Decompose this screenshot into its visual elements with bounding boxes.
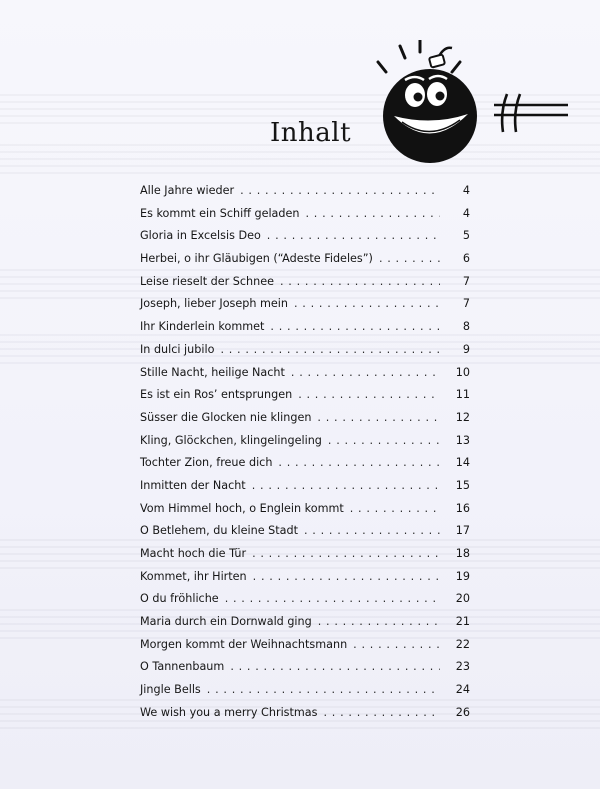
toc-entry-page-number: 8 bbox=[462, 320, 470, 334]
toc-entry bbox=[140, 452, 470, 475]
toc-dot-leader bbox=[253, 566, 440, 589]
toc-entry-page-number: 21 bbox=[455, 615, 470, 629]
toc-entry-page-number: 23 bbox=[455, 660, 470, 674]
toc-dot-leader bbox=[207, 679, 440, 702]
toc-dot-leader bbox=[328, 430, 440, 453]
toc-entry bbox=[140, 203, 470, 226]
music-barline-icon bbox=[494, 94, 568, 132]
toc-entry bbox=[140, 543, 470, 566]
toc-entry-title: Leise rieselt der Schnee bbox=[140, 274, 274, 288]
toc-entry-title: Vom Himmel hoch, o Englein kommt bbox=[140, 501, 344, 515]
toc-entry bbox=[140, 520, 470, 543]
toc-entry-title: In dulci jubilo bbox=[140, 342, 215, 356]
toc-entry-page-number: 7 bbox=[462, 297, 470, 311]
toc-entry-page-number: 18 bbox=[455, 547, 470, 560]
toc-entry-page-number: 10 bbox=[455, 365, 470, 379]
toc-entry-title: Kling, Glöckchen, klingelingeling bbox=[140, 433, 322, 447]
toc-entry-page-number: 4 bbox=[462, 184, 470, 197]
toc-entry bbox=[140, 702, 470, 725]
toc-entry-page-number: 15 bbox=[455, 478, 470, 492]
toc-entry-page-number: 16 bbox=[455, 501, 470, 515]
toc-dot-leader bbox=[278, 452, 440, 475]
toc-entry-page-number: 14 bbox=[455, 456, 470, 470]
toc-dot-leader bbox=[252, 475, 440, 498]
toc-entry-page-number: 20 bbox=[455, 592, 470, 606]
toc-dot-leader bbox=[230, 656, 440, 679]
toc-entry bbox=[140, 430, 470, 453]
toc-dot-leader bbox=[240, 180, 440, 203]
toc-entry-page-number: 22 bbox=[455, 637, 470, 651]
toc-entry-title: Ihr Kinderlein kommet bbox=[140, 320, 265, 334]
toc-entry-page-number: 26 bbox=[455, 705, 470, 719]
toc-entry-title: Süsser die Glocken nie klingen bbox=[140, 410, 312, 424]
toc-dot-leader bbox=[350, 498, 440, 521]
toc-dot-leader bbox=[306, 203, 441, 226]
toc-entry-page-number: 4 bbox=[462, 206, 470, 220]
toc-dot-leader bbox=[298, 384, 440, 407]
toc-entry bbox=[140, 407, 470, 430]
page-title: Inhalt bbox=[270, 118, 352, 148]
toc-entry bbox=[140, 271, 470, 294]
toc-dot-leader bbox=[280, 271, 440, 294]
toc-entry-page-number: 6 bbox=[462, 252, 470, 266]
toc-entry-title: Tochter Zion, freue dich bbox=[140, 456, 273, 470]
toc-entry-page-number: 7 bbox=[462, 274, 470, 288]
toc-entry-page-number: 17 bbox=[455, 524, 470, 538]
toc-entry-title: O du fröhliche bbox=[140, 592, 219, 606]
toc-entry-title: Es ist ein Ros’ entsprungen bbox=[140, 388, 293, 402]
toc-dot-leader bbox=[252, 543, 440, 566]
toc-dot-leader bbox=[317, 407, 440, 430]
cartoon-bomb-mascot-icon bbox=[372, 40, 572, 165]
toc-dot-leader bbox=[267, 225, 440, 248]
toc-dot-leader bbox=[225, 588, 440, 611]
toc-entry-title: O Tannenbaum bbox=[140, 660, 225, 674]
toc-dot-leader bbox=[318, 611, 440, 634]
toc-entry-title: Alle Jahre wieder bbox=[140, 184, 235, 197]
toc-dot-leader bbox=[379, 248, 440, 271]
toc-entry bbox=[140, 566, 470, 589]
toc-dot-leader bbox=[220, 339, 440, 362]
toc-entry bbox=[140, 316, 470, 339]
toc-entry bbox=[140, 339, 470, 362]
toc-entry-page-number: 11 bbox=[455, 388, 470, 402]
toc-entry bbox=[140, 248, 470, 271]
toc-dot-leader bbox=[270, 316, 440, 339]
toc-entry-title: Morgen kommt der Weihnachtsmann bbox=[140, 637, 348, 651]
toc-entry-title: Jingle Bells bbox=[140, 683, 201, 697]
toc-entry-page-number: 19 bbox=[455, 569, 470, 583]
toc-entry-page-number: 9 bbox=[462, 342, 470, 356]
toc-dot-leader bbox=[353, 634, 440, 657]
toc-entry-page-number: 13 bbox=[455, 433, 470, 447]
toc-dot-leader bbox=[323, 702, 440, 725]
toc-entry-title: Es kommt ein Schiff geladen bbox=[140, 206, 300, 220]
toc-entry bbox=[140, 634, 470, 657]
toc-dot-leader bbox=[304, 520, 440, 543]
toc-entry bbox=[140, 475, 470, 498]
toc-entry-title: Macht hoch die Tür bbox=[140, 547, 247, 560]
toc-entry-title: Maria durch ein Dornwald ging bbox=[140, 615, 312, 629]
toc-entry bbox=[140, 588, 470, 611]
toc-entry-title: Gloria in Excelsis Deo bbox=[140, 229, 261, 243]
toc-dot-leader bbox=[294, 293, 440, 316]
toc-entry-title: O Betlehem, du kleine Stadt bbox=[140, 524, 298, 538]
toc-entry bbox=[140, 498, 470, 521]
toc-entry-title: Stille Nacht, heilige Nacht bbox=[140, 365, 285, 379]
toc-entry-title: Kommet, ihr Hirten bbox=[140, 569, 247, 583]
toc-entry bbox=[140, 611, 470, 634]
toc-entry-title: Joseph, lieber Joseph mein bbox=[140, 297, 288, 311]
toc-entry bbox=[140, 384, 470, 407]
toc-entry-title: We wish you a merry Christmas bbox=[140, 705, 318, 719]
toc-entry bbox=[140, 293, 470, 316]
toc-entry-page-number: 24 bbox=[455, 683, 470, 697]
toc-entry bbox=[140, 180, 470, 203]
table-of-contents bbox=[140, 180, 470, 725]
toc-entry-page-number: 12 bbox=[455, 410, 470, 424]
toc-entry bbox=[140, 679, 470, 702]
toc-entry bbox=[140, 656, 470, 679]
toc-dot-leader bbox=[291, 362, 440, 385]
toc-entry-page-number: 5 bbox=[462, 229, 470, 243]
toc-entry-title: Herbei, o ihr Gläubigen (“Adeste Fideles”) bbox=[140, 252, 373, 266]
toc-entry-title: Inmitten der Nacht bbox=[140, 478, 246, 492]
toc-entry bbox=[140, 225, 470, 248]
toc-entry bbox=[140, 362, 470, 385]
